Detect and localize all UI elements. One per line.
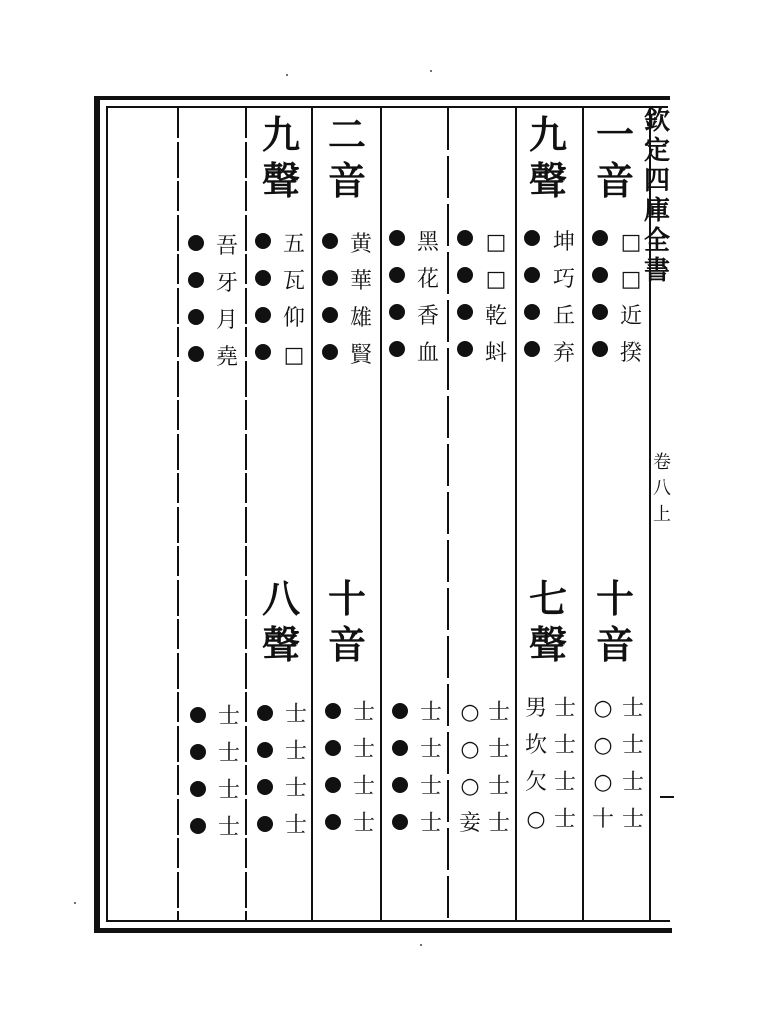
upper-column-7 xyxy=(212,228,242,376)
juan-label-margin xyxy=(650,450,674,528)
column-rule xyxy=(177,108,179,920)
filled-circle-mark xyxy=(188,346,204,362)
char: 吾 xyxy=(215,234,238,259)
heading-char: 九 xyxy=(261,112,300,157)
filled-circle-mark xyxy=(592,304,608,320)
filled-circle-mark xyxy=(592,230,608,246)
heading-char: 音 xyxy=(595,622,634,667)
filled-circle-mark xyxy=(255,307,271,323)
heading-char: 聲 xyxy=(528,158,567,203)
column-rule xyxy=(311,108,313,920)
filled-circle-mark xyxy=(592,267,608,283)
char: 士 xyxy=(284,776,307,801)
char: 士 xyxy=(284,739,307,764)
filled-circle-mark xyxy=(457,341,473,357)
filled-circle-mark xyxy=(392,740,408,756)
char: 士 xyxy=(553,696,576,721)
frame-left-border xyxy=(94,96,100,932)
lower-column-7 xyxy=(214,698,244,846)
char: 士 xyxy=(352,811,375,836)
heading-char: 二 xyxy=(327,112,366,157)
lower-column-3b xyxy=(455,694,485,842)
char: 牙 xyxy=(215,271,238,296)
margin-tick xyxy=(660,796,674,798)
heading-char: 七 xyxy=(528,576,567,621)
char: 香 xyxy=(416,304,439,329)
column-rule xyxy=(447,108,449,920)
filled-circle-mark xyxy=(255,233,271,249)
char: 士 xyxy=(553,733,576,758)
char: 仰 xyxy=(282,306,305,331)
lower-column-3a xyxy=(484,694,514,842)
char: 士 xyxy=(419,737,442,762)
heading-er-yin xyxy=(317,112,377,204)
char: □ xyxy=(620,230,642,255)
char: □ xyxy=(620,267,642,292)
char: 瓦 xyxy=(282,269,305,294)
upper-column-4 xyxy=(413,224,443,372)
frame-top-border xyxy=(94,96,670,100)
lower-column-6 xyxy=(281,696,311,844)
char: 五 xyxy=(282,232,305,257)
char: 月 xyxy=(215,308,238,333)
lower-column-1a xyxy=(618,690,648,838)
filled-circle-mark xyxy=(392,777,408,793)
char: 揆 xyxy=(619,341,642,366)
char: 血 xyxy=(416,341,439,366)
char: 士 xyxy=(352,737,375,762)
filled-circle-mark xyxy=(389,304,405,320)
heading-char: 音 xyxy=(595,158,634,203)
upper-column-2 xyxy=(549,224,579,372)
filled-circle-mark xyxy=(188,235,204,251)
margin-char: 庫 xyxy=(643,196,670,226)
char: 士 xyxy=(217,741,240,766)
char: ○ xyxy=(460,700,480,725)
char: 坤 xyxy=(552,230,575,255)
char: 士 xyxy=(419,811,442,836)
filled-circle-mark xyxy=(524,230,540,246)
heading-jiu-sheng xyxy=(518,112,578,204)
filled-circle-mark xyxy=(322,307,338,323)
margin-char: 四 xyxy=(643,166,670,196)
heading-shi-yin-2 xyxy=(317,576,377,668)
frame-inner-bottom-border xyxy=(108,920,670,922)
heading-char: 聲 xyxy=(261,622,300,667)
heading-ba-sheng xyxy=(251,576,311,668)
frame-bottom-border xyxy=(94,928,672,933)
lower-column-4 xyxy=(416,694,446,842)
filled-circle-mark xyxy=(524,304,540,320)
margin-char: 全 xyxy=(643,226,670,256)
heading-char: 九 xyxy=(528,112,567,157)
heading-char: 聲 xyxy=(261,158,300,203)
filled-circle-mark xyxy=(392,814,408,830)
char: 蚪 xyxy=(484,341,507,366)
char: 士 xyxy=(621,696,644,721)
filled-circle-mark xyxy=(524,341,540,357)
ink-speck xyxy=(420,944,422,946)
lower-column-2a xyxy=(550,690,580,838)
heading-char: 聲 xyxy=(528,622,567,667)
filled-circle-mark xyxy=(325,740,341,756)
filled-circle-mark xyxy=(255,344,271,360)
lower-column-5 xyxy=(349,694,379,842)
char: 欠 xyxy=(524,770,547,795)
char: 士 xyxy=(487,737,510,762)
char: 士 xyxy=(284,702,307,727)
char: 士 xyxy=(217,704,240,729)
heading-yi-yin xyxy=(585,112,645,204)
column-rule xyxy=(380,108,382,920)
filled-circle-mark xyxy=(255,270,271,286)
ink-speck xyxy=(286,74,288,76)
char: ○ xyxy=(460,774,480,799)
upper-column-5 xyxy=(346,226,376,374)
char: ○ xyxy=(593,696,613,721)
frame-inner-left-border xyxy=(106,106,108,922)
char: 黑 xyxy=(416,230,439,255)
filled-circle-mark xyxy=(524,267,540,283)
filled-circle-mark xyxy=(257,705,273,721)
lower-column-1b xyxy=(588,690,618,838)
heading-char: 十 xyxy=(327,576,366,621)
char: 坎 xyxy=(524,733,547,758)
filled-circle-mark xyxy=(325,777,341,793)
filled-circle-mark xyxy=(190,781,206,797)
margin-char: 卷 xyxy=(653,452,671,473)
char: 妾 xyxy=(458,811,481,836)
heading-qi-sheng xyxy=(518,576,578,668)
char: 士 xyxy=(352,700,375,725)
filled-circle-mark xyxy=(392,703,408,719)
margin-char: 欽 xyxy=(643,106,670,136)
margin-char: 書 xyxy=(643,256,670,286)
heading-char: 音 xyxy=(327,158,366,203)
char: 花 xyxy=(416,267,439,292)
filled-circle-mark xyxy=(325,703,341,719)
char: 男 xyxy=(524,696,547,721)
upper-column-6 xyxy=(279,226,309,374)
char: 士 xyxy=(487,700,510,725)
char: ○ xyxy=(526,807,546,832)
heading-char: 一 xyxy=(595,112,634,157)
char: 士 xyxy=(284,813,307,838)
filled-circle-mark xyxy=(188,309,204,325)
char: ○ xyxy=(593,733,613,758)
char: 丘 xyxy=(552,304,575,329)
heading-char: 音 xyxy=(327,622,366,667)
heading-char: 八 xyxy=(261,576,300,621)
lower-column-2b xyxy=(521,690,551,838)
char: 華 xyxy=(349,269,372,294)
margin-char: 定 xyxy=(643,136,670,166)
column-rule xyxy=(582,108,584,920)
filled-circle-mark xyxy=(257,742,273,758)
char: 士 xyxy=(419,774,442,799)
char: 士 xyxy=(352,774,375,799)
char: 士 xyxy=(487,811,510,836)
filled-circle-mark xyxy=(325,814,341,830)
char: 賢 xyxy=(349,343,372,368)
upper-column-1 xyxy=(616,224,646,372)
filled-circle-mark xyxy=(322,344,338,360)
char: 士 xyxy=(621,770,644,795)
char: 雄 xyxy=(349,306,372,331)
char: 士 xyxy=(217,778,240,803)
filled-circle-mark xyxy=(389,267,405,283)
filled-circle-mark xyxy=(190,707,206,723)
char: 巧 xyxy=(552,267,575,292)
filled-circle-mark xyxy=(457,267,473,283)
filled-circle-mark xyxy=(457,230,473,246)
filled-circle-mark xyxy=(257,779,273,795)
char: 士 xyxy=(217,815,240,840)
char: □ xyxy=(283,343,305,368)
margin-char: 上 xyxy=(653,504,671,525)
filled-circle-mark xyxy=(592,341,608,357)
filled-circle-mark xyxy=(322,270,338,286)
filled-circle-mark xyxy=(389,230,405,246)
ink-speck xyxy=(74,902,76,904)
char: 弃 xyxy=(552,341,575,366)
margin-char: 八 xyxy=(653,478,671,499)
char: 黄 xyxy=(349,232,372,257)
filled-circle-mark xyxy=(322,233,338,249)
char: 士 xyxy=(487,774,510,799)
char: 士 xyxy=(419,700,442,725)
filled-circle-mark xyxy=(389,341,405,357)
column-rule xyxy=(245,108,247,920)
char: 士 xyxy=(553,807,576,832)
char: 士 xyxy=(621,733,644,758)
filled-circle-mark xyxy=(457,304,473,320)
char: 乾 xyxy=(484,304,507,329)
heading-shi-yin xyxy=(585,576,645,668)
column-rule xyxy=(515,108,517,920)
filled-circle-mark xyxy=(188,272,204,288)
upper-column-3 xyxy=(481,224,511,372)
char: 士 xyxy=(553,770,576,795)
heading-char: 十 xyxy=(595,576,634,621)
char: ○ xyxy=(593,770,613,795)
char: 十 xyxy=(591,807,614,832)
char: □ xyxy=(485,267,507,292)
char: 堯 xyxy=(215,345,238,370)
filled-circle-mark xyxy=(190,744,206,760)
heading-jiu-sheng-2 xyxy=(251,112,311,204)
frame-inner-top-border xyxy=(108,106,668,108)
filled-circle-mark xyxy=(190,818,206,834)
char: 士 xyxy=(621,807,644,832)
ink-speck xyxy=(430,70,432,72)
char: ○ xyxy=(460,737,480,762)
char: 近 xyxy=(619,304,642,329)
char: □ xyxy=(485,230,507,255)
filled-circle-mark xyxy=(257,816,273,832)
